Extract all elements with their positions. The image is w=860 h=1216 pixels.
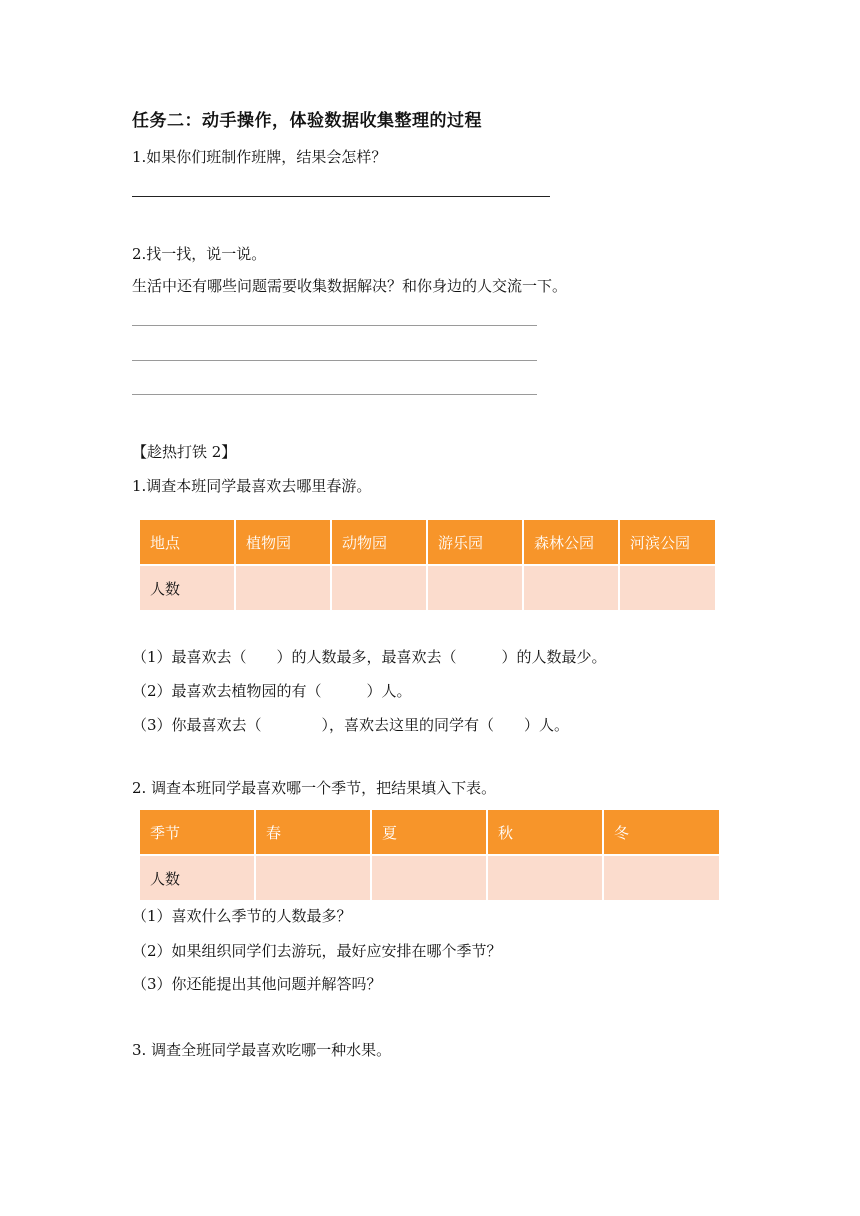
answer-line-q1[interactable]: [132, 196, 550, 197]
survey-2-question-3: （3）你还能提出其他问题并解答吗？: [132, 975, 382, 993]
row-label-count: 人数: [140, 856, 254, 900]
season-table: [138, 808, 721, 902]
question-2-heading: 2.找一找，说一说。: [132, 245, 267, 263]
count-cell[interactable]: [524, 566, 618, 610]
count-cell[interactable]: [620, 566, 715, 610]
count-cell[interactable]: [428, 566, 522, 610]
survey-3-intro: 3. 调查全班同学最喜欢吃哪一种水果。: [132, 1041, 392, 1059]
task-title: 任务二：动手操作，体验数据收集整理的过程: [132, 111, 482, 131]
header-cell-place: 地点: [140, 520, 234, 564]
table-header-row: [140, 520, 715, 564]
survey-1-intro: 1.调查本班同学最喜欢去哪里春游。: [132, 477, 372, 495]
header-cell-summer: 夏: [372, 810, 486, 854]
table-count-row: [140, 566, 715, 610]
header-cell-botanical-garden: 植物园: [236, 520, 330, 564]
question-1-text: 1.如果你们班制作班牌，结果会怎样？: [132, 148, 387, 166]
header-cell-forest-park: 森林公园: [524, 520, 618, 564]
header-cell-riverside-park: 河滨公园: [620, 520, 715, 564]
count-cell[interactable]: [256, 856, 370, 900]
answer-line-q2-1[interactable]: [132, 325, 537, 326]
survey-1-question-2: （2）最喜欢去植物园的有（ ）人。: [132, 682, 412, 700]
table-count-row: [140, 856, 719, 900]
count-cell[interactable]: [332, 566, 426, 610]
question-2-prompt: 生活中还有哪些问题需要收集数据解决？和你身边的人交流一下。: [132, 277, 568, 295]
header-cell-spring: 春: [256, 810, 370, 854]
spring-outing-table: [138, 518, 717, 612]
survey-2-question-2: （2）如果组织同学们去游玩，最好应安排在哪个季节？: [132, 942, 502, 960]
survey-2-question-1: （1）喜欢什么季节的人数最多？: [132, 907, 352, 925]
count-cell[interactable]: [488, 856, 602, 900]
survey-2-intro: 2. 调查本班同学最喜欢哪一个季节，把结果填入下表。: [132, 779, 497, 797]
header-cell-winter: 冬: [604, 810, 719, 854]
survey-1-question-1: （1）最喜欢去（ ）的人数最多，最喜欢去（ ）的人数最少。: [132, 648, 607, 666]
table-header-row: [140, 810, 719, 854]
row-label-count: 人数: [140, 566, 234, 610]
header-cell-season: 季节: [140, 810, 254, 854]
survey-1-question-3: （3）你最喜欢去（ ），喜欢去这里的同学有（ ）人。: [132, 716, 570, 734]
header-cell-zoo: 动物园: [332, 520, 426, 564]
count-cell[interactable]: [372, 856, 486, 900]
practice-heading: 【趁热打铁 2】: [132, 443, 237, 461]
header-cell-amusement-park: 游乐园: [428, 520, 522, 564]
answer-line-q2-3[interactable]: [132, 394, 537, 395]
count-cell[interactable]: [604, 856, 719, 900]
header-cell-autumn: 秋: [488, 810, 602, 854]
count-cell[interactable]: [236, 566, 330, 610]
answer-line-q2-2[interactable]: [132, 360, 537, 361]
